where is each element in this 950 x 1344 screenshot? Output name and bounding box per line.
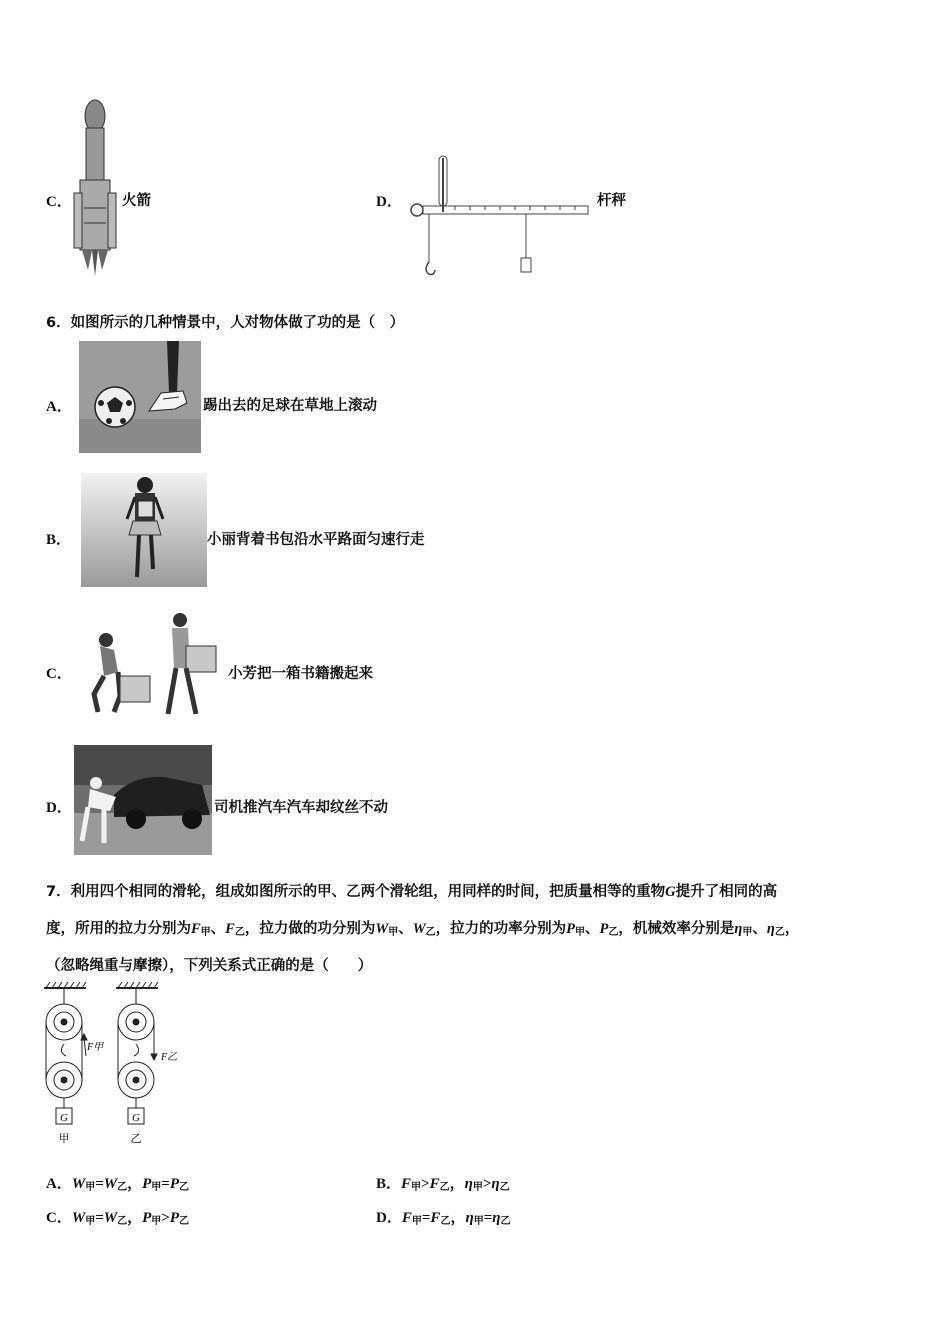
push-car-image (74, 745, 212, 855)
pulley-left-caption: 甲 (58, 1132, 70, 1145)
q7-option-b-label: B． (376, 1176, 402, 1192)
q6-option-d-label: D． (46, 800, 72, 816)
q7-option-a: A．$W_甲=W_乙$，$P_甲=P_乙$ (46, 1176, 190, 1193)
q7-option-c: C．$W_甲=W_乙$，$P_甲>P_乙$ (46, 1210, 190, 1227)
pulley-right-force: F乙 (161, 1052, 178, 1063)
q7-option-c-label: C． (46, 1210, 72, 1226)
q6-option-b-label: B． (46, 532, 72, 548)
q6-option-c-text: 小芳把一箱书籍搬起来 (228, 666, 373, 682)
pulley-left-weight-label: G (60, 1112, 68, 1124)
q7-option-d-label: D． (376, 1210, 402, 1226)
q6-option-a-text: 踢出去的足球在草地上滚动 (203, 398, 377, 414)
q6-option-d-text: 司机推汽车汽车却纹丝不动 (214, 800, 388, 816)
q7-option-d: D．$F_甲=F_乙$，$\eta_甲=\eta_乙$ (376, 1210, 511, 1227)
q7-stem-line2: 度，所用的拉力分别为$F_甲$、$F_乙$，拉力做的功分别为$W_甲$、$W_乙$，拉力的功率分别为$P_甲$、$P_乙$，机械效率分别是$\eta_甲$、$\eta_乙$， (46, 921, 800, 938)
q6-option-c-label: C． (46, 666, 72, 682)
rocket-image (70, 98, 120, 278)
q5-option-d-text: 杆秤 (597, 193, 626, 209)
pulley-left-force: F甲 (87, 1042, 104, 1053)
q7-option-a-label: A． (46, 1176, 72, 1192)
q7-option-b: B．$F_甲>F_乙$，$\eta_甲>\eta_乙$ (376, 1176, 510, 1193)
pulley-right-weight-label: G (132, 1112, 140, 1124)
backpack-walk-image (81, 473, 207, 587)
q6-option-a-label: A． (46, 399, 72, 415)
q7-stem-line1: 7．利用四个相同的滑轮，组成如图所示的甲、乙两个滑轮组，用同样的时间，把质量相等的重物G提升了相同的高 (46, 884, 778, 900)
q5-option-c-text: 火箭 (122, 193, 151, 209)
q5-option-d-label: D． (376, 194, 402, 210)
pulley-right-caption: 乙 (130, 1132, 142, 1145)
lift-box-image (74, 610, 226, 722)
football-kick-image (79, 341, 201, 453)
q6-stem: 6．如图所示的几种情景中，人对物体做了功的是（ ） (46, 315, 405, 331)
pulley-figure (40, 982, 190, 1147)
steelyard-image (405, 152, 595, 280)
q5-option-c-label: C． (46, 194, 72, 210)
q6-option-b-text: 小丽背着书包沿水平路面匀速行走 (207, 532, 425, 548)
q7-stem-line3: （忽略绳重与摩擦），下列关系式正确的是（ ） (46, 958, 373, 974)
